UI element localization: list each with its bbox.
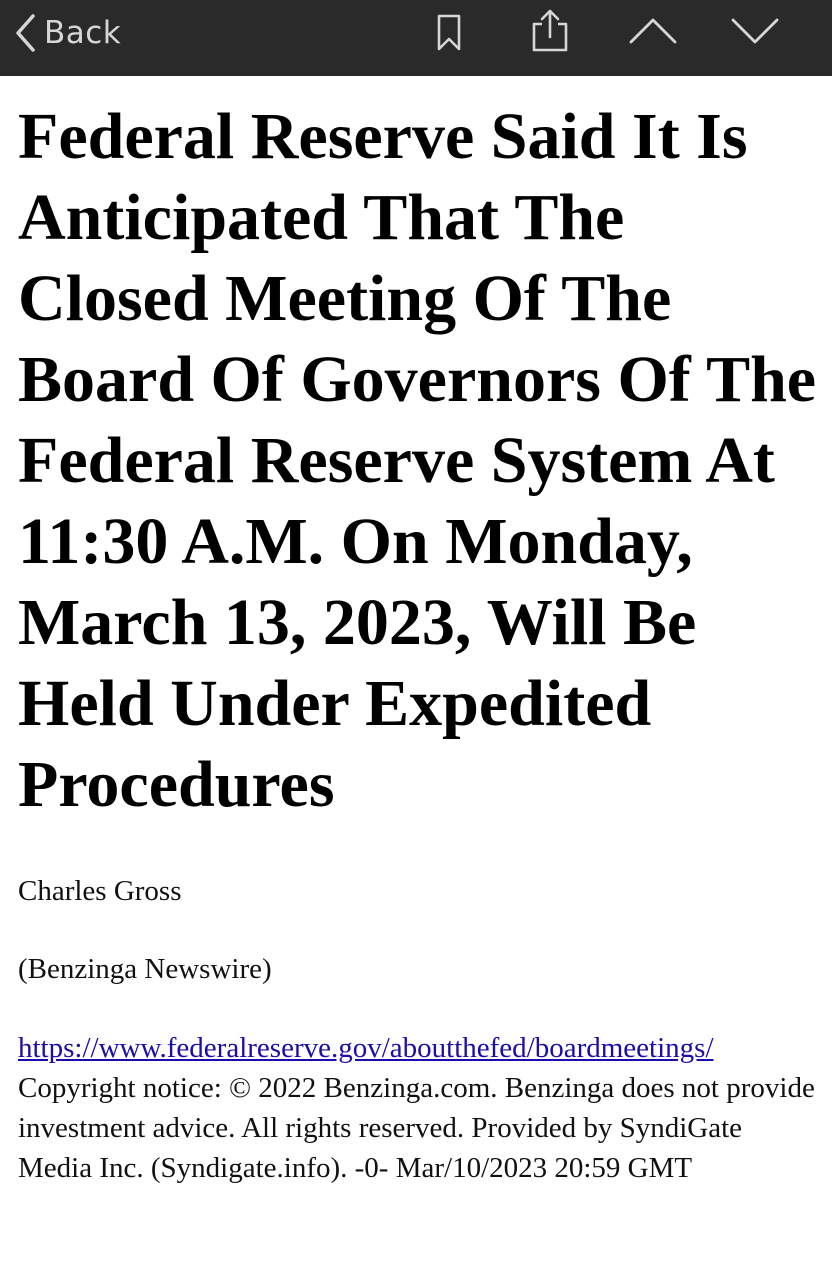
source-link[interactable]: https://www.federalreserve.gov/aboutthefed/boardmeetings/: [18, 1032, 714, 1064]
back-label: Back: [44, 15, 122, 51]
article-footer: [18, 1028, 818, 1188]
article-headline: Federal Reserve Said It Is Anticipated That The Closed Meeting Of The Board Of Governors Of The Federal Reserve System At 11:30 A.M. On Monday, March 13, 2023, Will Be Held Under Expedited Procedures: [18, 100, 817, 821]
article-source: (Benzinga Newswire): [18, 953, 272, 985]
top-toolbar: [0, 0, 832, 76]
share-button[interactable]: [528, 6, 572, 54]
next-article-button[interactable]: [730, 14, 780, 46]
chevron-down-icon: [730, 14, 780, 46]
chevron-up-icon: [628, 14, 678, 46]
chevron-left-icon: [14, 13, 36, 53]
previous-article-button[interactable]: [628, 14, 678, 46]
share-icon: [528, 6, 572, 54]
bookmark-button[interactable]: [434, 10, 464, 54]
bookmark-icon: [434, 10, 464, 54]
copyright-notice: Copyright notice: © 2022 Benzinga.com. Benzinga does not provide investment advice. All rights reserved. Provided by SyndiGate Media Inc. (Syndigate.info). -0- Mar/10/2023 20:59 GMT: [18, 1072, 815, 1184]
back-button[interactable]: [14, 8, 121, 58]
article-body: [18, 96, 818, 825]
article-author: Charles Gross: [18, 875, 182, 907]
